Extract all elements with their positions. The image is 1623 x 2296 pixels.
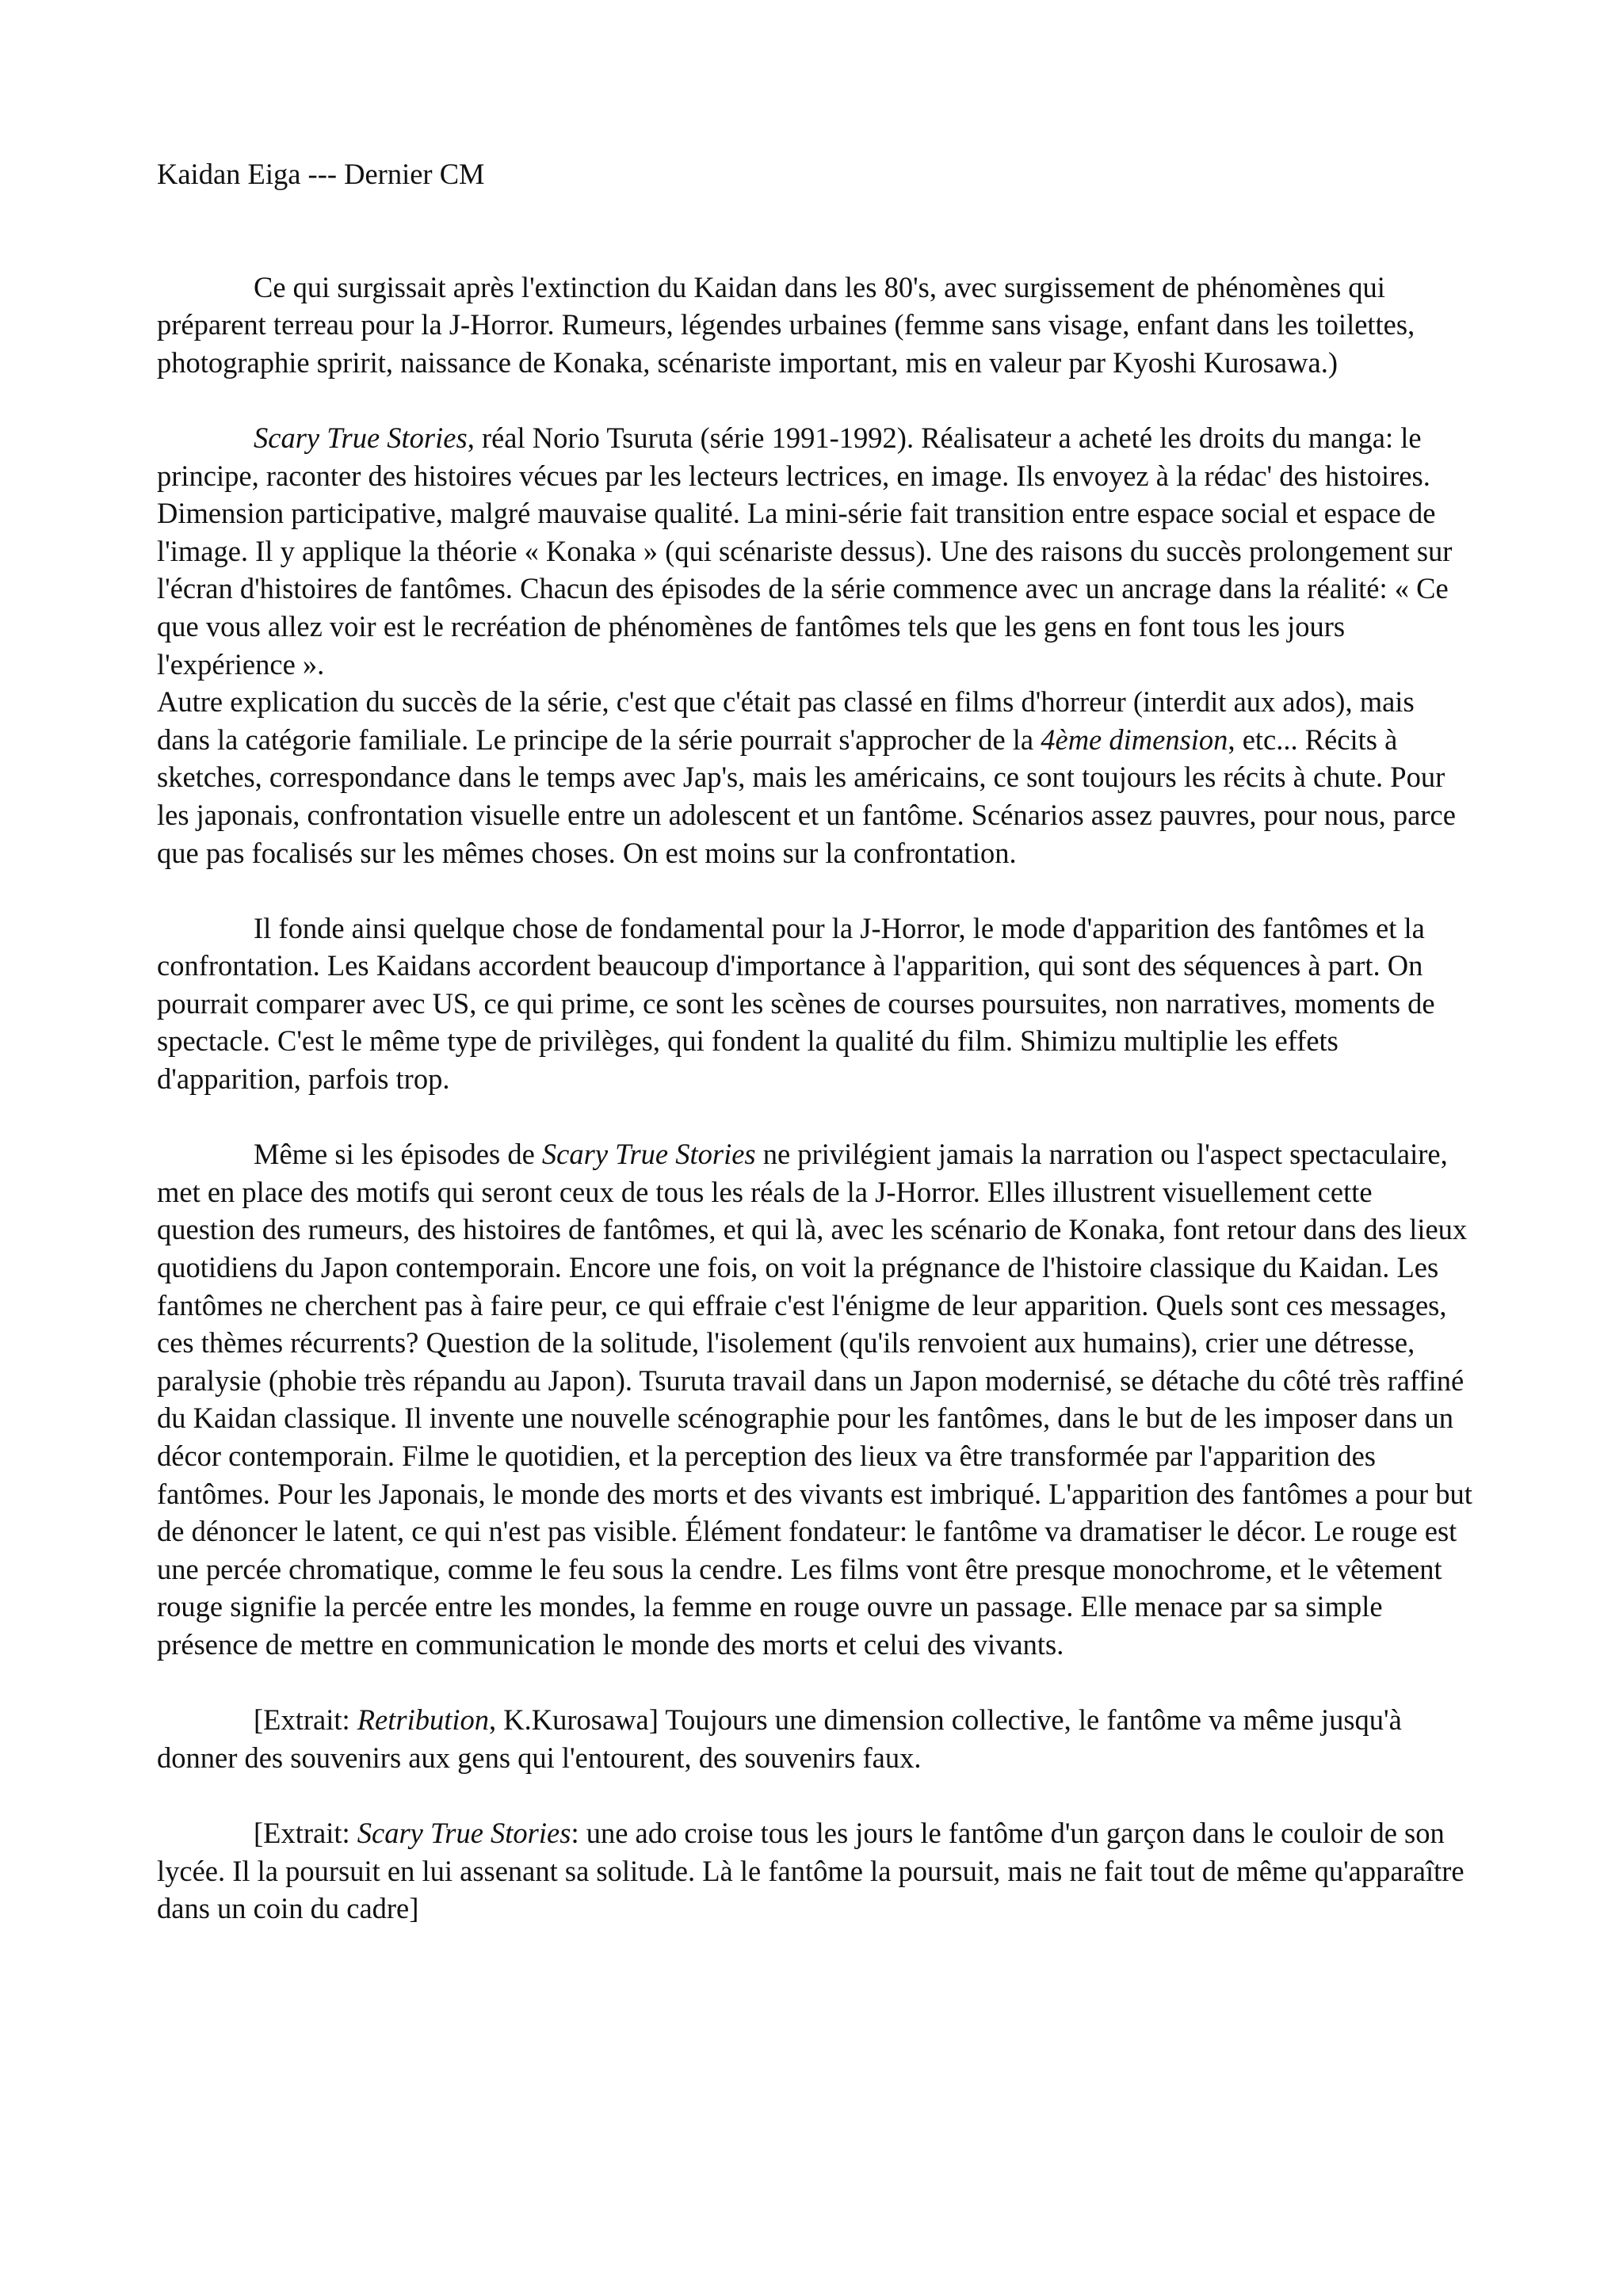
paragraph-text: ne privilégient jamais la narration ou l'aspect spectaculaire, met en place des motifs qui seront ceux de tous les réals de la J-Horror. Elles illustrent visuellement cette question des rumeurs, des histoires de fantômes, et qui là, avec les scénario de Konaka, font retour dans des lieux quotidiens du Japon contemporain. Encore une fois, on voit la prégnance de l'histoire classique du Kaidan. Les fantômes ne cherchent pas à faire peur, ce qui effraie c'est l'énigme de leur apparition. Quels sont ces messages, ces thèmes récurrents? Question de la solitude, l'isolement (qu'ils renvoient aux humains), crier une détresse, paralysie (phobie très répandu au Japon). Tsuruta travail dans un Japon modernisé, se détache du côté très raffiné du Kaidan classique. Il invente une nouvelle scénographie pour les fantômes, dans le but de les imposer dans un décor contemporain. Filme le quotidien, et la perception des lieux va être transformée par l'apparition des fantômes. Pour les Japonais, le monde des morts et des vivants est imbriqué. L'apparition des fantômes a pour but de dénoncer le latent, ce qui n'est pas visible. Élément fondateur: le fantôme va dramatiser le décor. Le rouge est une percée chromatique, comme le feu sous la cendre. Les films vont être presque monochrome, et le vêtement rouge signifie la percée entre les mondes, la femme en rouge ouvre un passage. Elle menace par sa simple présence de mettre en communication le monde des morts et celui des vivants.	[157, 1138, 1472, 1661]
paragraph-text: Même si les épisodes de	[254, 1138, 542, 1171]
film-title: Scary True Stories	[254, 421, 468, 454]
film-title: Scary True Stories	[541, 1138, 756, 1171]
paragraph-text: , K.Kurosawa] Toujours une dimension collective, le fantôme va même jusqu'à donner des souvenirs aux gens qui l'entourent, des souvenirs faux.	[157, 1703, 1402, 1774]
document-title: Kaidan Eiga --- Dernier CM	[157, 158, 485, 190]
document-page	[157, 155, 1472, 1965]
paragraph-text: Autre explication du succès de la série, c'est que c'était pas classé en films d'horreur (interdit aux ados), mais dans la catégorie familiale. Le principe de la série pourrait s'approcher de la	[157, 685, 1415, 756]
paragraph-scary-true-stories	[157, 419, 1472, 683]
paragraph-motifs	[157, 1135, 1472, 1663]
paragraph-text: , réal Norio Tsuruta (série 1991-1992). Réalisateur a acheté les droits du manga: le principe, raconter des histoires vécues par les lecteurs lectrices, en image. Ils envoyez à la rédac' des histoires. Dimension participative, malgré mauvaise qualité. La mini-série fait transition entre espace social et espace de l'image. Il y applique la théorie « Konaka » (qui scénariste dessus). Une des raisons du succès prolongement sur l'écran d'histoires de fantômes. Chacun des épisodes de la série commence avec un ancrage dans la réalité: « Ce que vous allez voir est le recréation de phénomènes de fantômes tels que les gens en font tous les jours l'expérience ».	[157, 421, 1453, 681]
paragraph-success-explanation	[157, 683, 1472, 871]
paragraph-extract-retribution	[157, 1701, 1472, 1776]
film-title: Retribution	[357, 1703, 490, 1737]
paragraph-text: [Extrait:	[254, 1703, 357, 1737]
film-title: Scary True Stories	[357, 1816, 571, 1849]
paragraph-text: : une ado croise tous les jours le fantôme d'un garçon dans le couloir de son lycée. Il la poursuit en lui assenant sa solitude. Là le fantôme la poursuit, mais ne fait tout de même qu'apparaître dans un coin du cadre]	[157, 1816, 1465, 1925]
film-title: 4ème dimension	[1041, 723, 1228, 756]
paragraph-text: , etc... Récits à sketches, correspondance dans le temps avec Jap's, mais les américains, ce sont toujours les récits à chute. Pour les japonais, confrontation visuelle entre un adolescent et un fantôme. Scénarios assez pauvres, pour nous, parce que pas focalisés sur les mêmes choses. On est moins sur la confrontation.	[157, 723, 1456, 869]
paragraph-extract-scary-true-stories	[157, 1814, 1472, 1928]
paragraph-intro: Ce qui surgissait après l'extinction du Kaidan dans les 80's, avec surgissement de phénomènes qui préparent terreau pour la J-Horror. Rumeurs, légendes urbaines (femme sans visage, enfant dans les toilettes, photographie spririt, naissance de Konaka, scénariste important, mis en valeur par Kyoshi Kurosawa.)	[157, 270, 1415, 379]
paragraph-text: [Extrait:	[254, 1816, 357, 1849]
paragraph-apparition-mode: Il fonde ainsi quelque chose de fondamental pour la J-Horror, le mode d'apparition des fantômes et la confrontation. Les Kaidans accordent beaucoup d'importance à l'apparition, qui sont des séquences à part. On pourrait comparer avec US, ce qui prime, ce sont les scènes de courses poursuites, non narratives, moments de spectacle. C'est le même type de privilèges, qui fondent la qualité du film. Shimizu multiplie les effets d'apparition, parfois trop.	[157, 911, 1435, 1096]
